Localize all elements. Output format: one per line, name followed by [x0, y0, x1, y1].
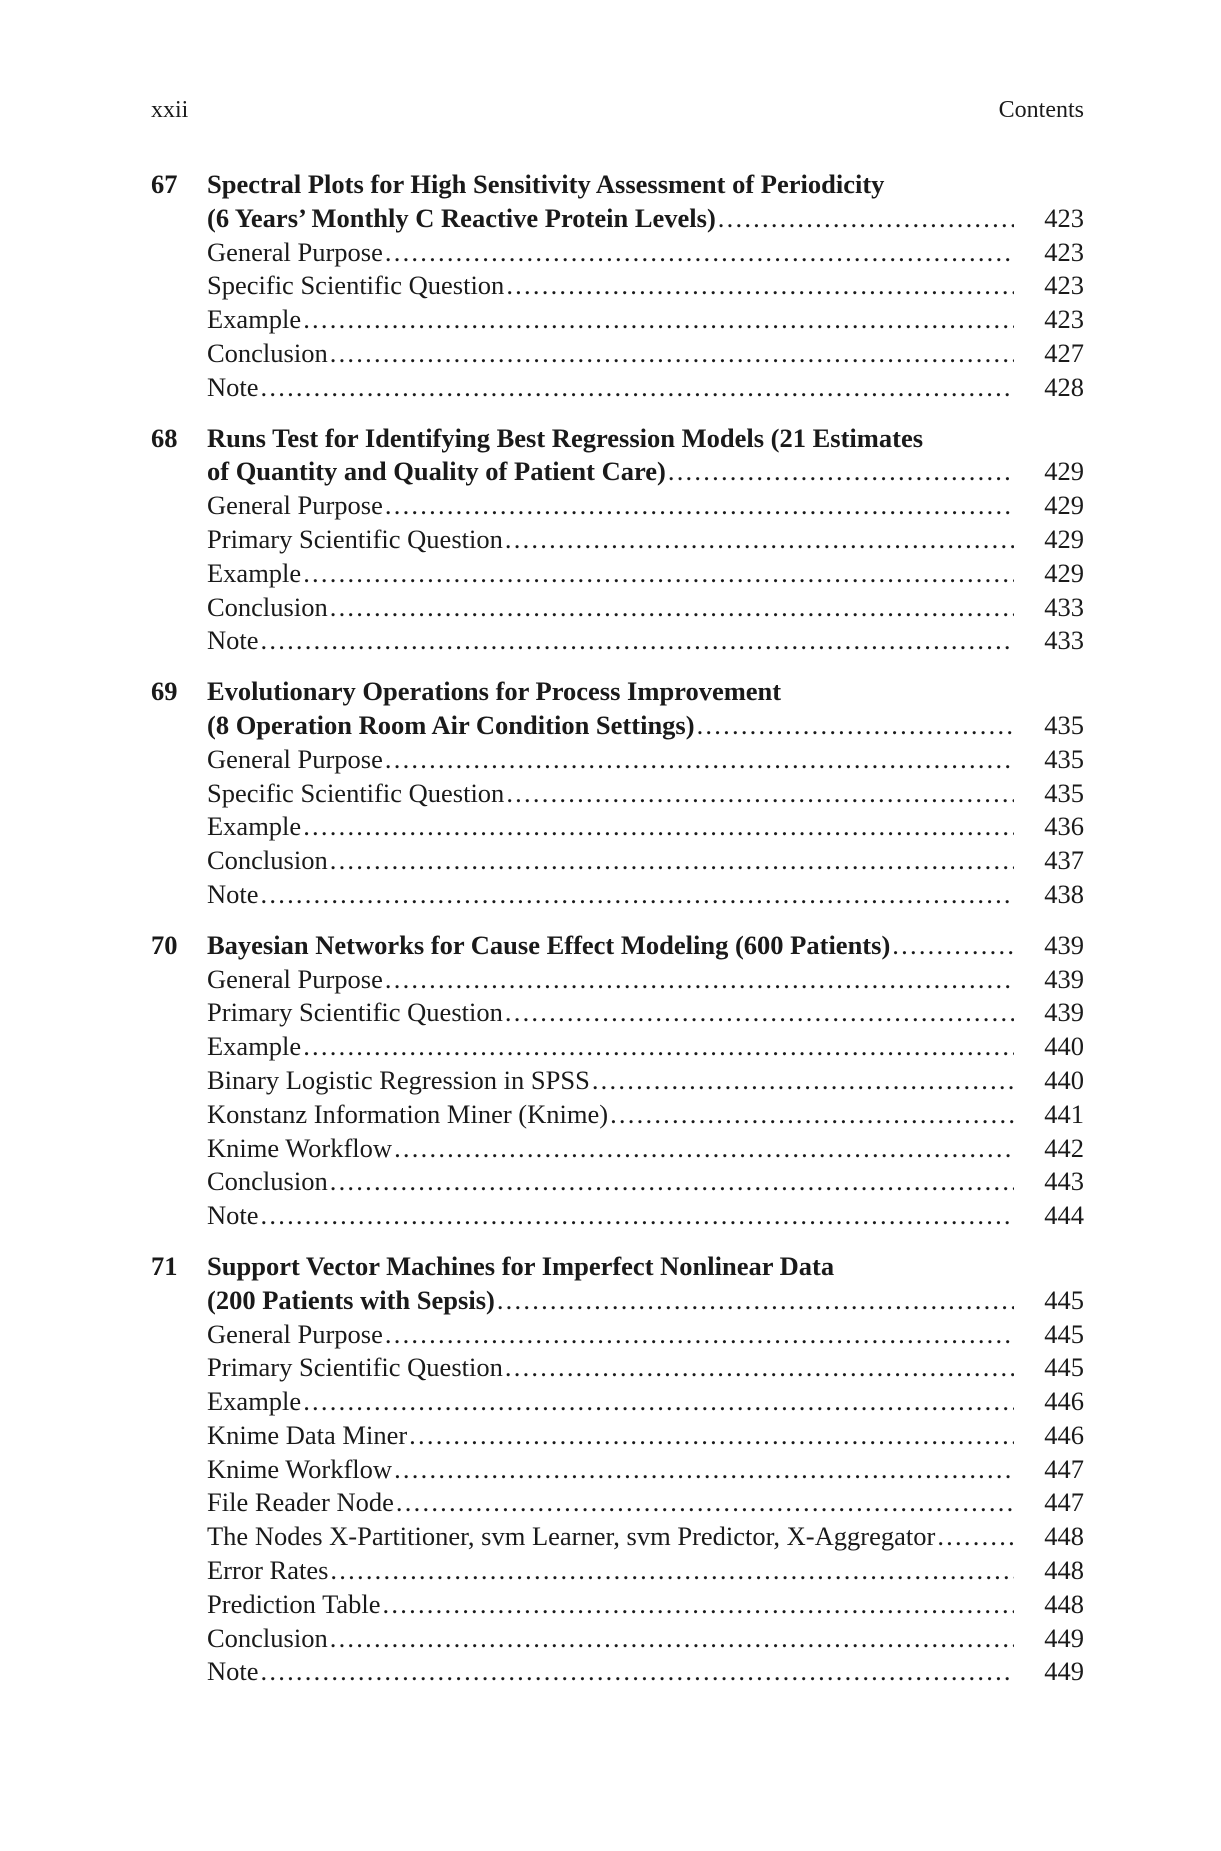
chapter-title[interactable]: of Quantity and Quality of Patient Care): [207, 456, 666, 487]
section-title[interactable]: Note: [207, 371, 259, 402]
section-title[interactable]: Example: [207, 1386, 302, 1417]
dot-leader: [303, 557, 1014, 591]
toc-section-row: [151, 523, 1084, 557]
running-head: [151, 96, 1084, 124]
chapter-title[interactable]: (6 Years’ Monthly C Reactive Protein Levels): [207, 202, 716, 233]
section-title[interactable]: Note: [207, 878, 259, 909]
toc-chapter: [151, 422, 1084, 659]
toc-section-row: [151, 371, 1084, 405]
chapter-title[interactable]: (8 Operation Room Air Condition Settings): [207, 709, 695, 740]
chapter-number: 71: [151, 1250, 178, 1281]
chapter-page-number: 423: [1044, 202, 1084, 233]
section-page-number: 429: [1044, 557, 1084, 588]
chapter-title-row: [151, 709, 1084, 743]
section-page-number: 442: [1044, 1132, 1084, 1163]
section-title[interactable]: Note: [207, 1656, 259, 1687]
toc-section-row: [151, 269, 1084, 303]
section-title[interactable]: Example: [207, 1031, 302, 1062]
toc-section-row: [151, 236, 1084, 270]
section-page-number: 449: [1044, 1656, 1084, 1687]
section-title[interactable]: Binary Logistic Regression in SPSS: [207, 1064, 590, 1095]
dot-leader: [261, 1199, 1014, 1233]
chapter-page-number: 435: [1044, 709, 1084, 740]
section-page-number: 443: [1044, 1166, 1084, 1197]
dot-leader: [261, 624, 1014, 658]
section-page-number: 448: [1044, 1588, 1084, 1619]
dot-leader: [505, 523, 1014, 557]
dot-leader: [668, 455, 1014, 489]
toc-section-row: [151, 1655, 1084, 1689]
toc-section-row: [151, 1486, 1084, 1520]
section-page-number: 437: [1044, 845, 1084, 876]
section-page-number: 429: [1044, 523, 1084, 554]
section-title[interactable]: Conclusion: [207, 845, 328, 876]
dot-leader: [261, 1655, 1014, 1689]
section-page-number: 433: [1044, 625, 1084, 656]
dot-leader: [409, 1419, 1014, 1453]
section-page-number: 428: [1044, 371, 1084, 402]
chapter-title-row: [151, 675, 1084, 709]
section-page-number: 449: [1044, 1622, 1084, 1653]
section-page-number: 440: [1044, 1031, 1084, 1062]
chapter-title[interactable]: (200 Patients with Sepsis): [207, 1284, 495, 1315]
section-page-number: 441: [1044, 1098, 1084, 1129]
chapter-title[interactable]: Evolutionary Operations for Process Improvement: [207, 676, 782, 707]
dot-leader: [697, 709, 1014, 743]
dot-leader: [394, 1132, 1014, 1166]
dot-leader: [330, 844, 1014, 878]
dot-leader: [718, 202, 1014, 236]
dot-leader: [396, 1486, 1014, 1520]
section-page-number: 447: [1044, 1487, 1084, 1518]
toc-section-row: [151, 1520, 1084, 1554]
chapter-title-row: [151, 1284, 1084, 1318]
section-title[interactable]: Specific Scientific Question: [207, 777, 505, 808]
section-title[interactable]: File Reader Node: [207, 1487, 394, 1518]
toc-chapter: [151, 1250, 1084, 1689]
chapter-title[interactable]: Bayesian Networks for Cause Effect Modeling (600 Patients): [207, 929, 891, 960]
section-title[interactable]: General Purpose: [207, 743, 383, 774]
section-page-number: 435: [1044, 777, 1084, 808]
section-title[interactable]: Example: [207, 557, 302, 588]
chapter-page-number: 445: [1044, 1284, 1084, 1315]
chapter-page-number: 429: [1044, 456, 1084, 487]
section-page-number: 448: [1044, 1555, 1084, 1586]
toc-section-row: [151, 1588, 1084, 1622]
dot-leader: [505, 1351, 1014, 1385]
section-title[interactable]: General Purpose: [207, 963, 383, 994]
section-page-number: 446: [1044, 1419, 1084, 1450]
section-title[interactable]: Primary Scientific Question: [207, 1352, 503, 1383]
section-title[interactable]: Knime Data Miner: [207, 1419, 408, 1450]
section-title[interactable]: Note: [207, 1200, 259, 1231]
chapter-title[interactable]: Spectral Plots for High Sensitivity Assessment of Periodicity: [207, 169, 885, 199]
section-title[interactable]: Specific Scientific Question: [207, 270, 505, 301]
chapter-title[interactable]: Runs Test for Identifying Best Regression Models (21 Estimates: [207, 422, 924, 453]
section-title[interactable]: Knime Workflow: [207, 1453, 393, 1484]
toc-chapter: [151, 168, 1084, 405]
section-title[interactable]: Note: [207, 625, 259, 656]
chapter-number: 67: [151, 169, 178, 199]
section-page-number: 440: [1044, 1064, 1084, 1095]
section-page-number: 447: [1044, 1453, 1084, 1484]
section-title[interactable]: Konstanz Information Miner (Knime): [207, 1098, 609, 1129]
running-title: Contents: [998, 97, 1084, 123]
toc-section-row: [151, 557, 1084, 591]
dot-leader: [330, 591, 1014, 625]
dot-leader: [385, 963, 1014, 997]
section-title[interactable]: Error Rates: [207, 1555, 329, 1586]
section-title[interactable]: Primary Scientific Question: [207, 523, 503, 554]
section-title[interactable]: Conclusion: [207, 1166, 328, 1197]
section-title[interactable]: Example: [207, 811, 302, 842]
toc-chapter: [151, 675, 1084, 912]
section-page-number: 427: [1044, 337, 1084, 368]
toc-section-row: [151, 1132, 1084, 1166]
toc-section-row: [151, 996, 1084, 1030]
toc-section-row: [151, 337, 1084, 371]
dot-leader: [330, 337, 1014, 371]
dot-leader: [303, 1385, 1014, 1419]
dot-leader: [261, 371, 1014, 405]
dot-leader: [385, 743, 1014, 777]
section-page-number: 436: [1044, 811, 1084, 842]
section-page-number: 446: [1044, 1386, 1084, 1417]
dot-leader: [610, 1098, 1014, 1132]
dot-leader: [385, 236, 1014, 270]
toc-section-row: [151, 1165, 1084, 1199]
section-page-number: 445: [1044, 1352, 1084, 1383]
chapter-title-row: [151, 202, 1084, 236]
section-title[interactable]: Primary Scientific Question: [207, 997, 503, 1028]
toc-section-row: [151, 1351, 1084, 1385]
toc-section-row: [151, 1419, 1084, 1453]
section-title[interactable]: General Purpose: [207, 490, 383, 521]
chapter-page-number: 439: [1044, 929, 1084, 960]
dot-leader: [330, 1165, 1014, 1199]
section-page-number: 439: [1044, 963, 1084, 994]
section-title[interactable]: Conclusion: [207, 337, 328, 368]
dot-leader: [261, 878, 1014, 912]
dot-leader: [303, 810, 1014, 844]
chapter-number: 70: [151, 929, 178, 960]
section-title[interactable]: Conclusion: [207, 591, 328, 622]
section-page-number: 439: [1044, 997, 1084, 1028]
chapter-title-row: [151, 422, 1084, 456]
dot-leader: [506, 777, 1014, 811]
section-page-number: 448: [1044, 1521, 1084, 1552]
dot-leader: [892, 929, 1014, 963]
toc-section-row: [151, 1622, 1084, 1656]
toc-section-row: [151, 1030, 1084, 1064]
dot-leader: [303, 303, 1014, 337]
dot-leader: [330, 1622, 1014, 1656]
toc-section-row: [151, 1385, 1084, 1419]
toc-section-row: [151, 963, 1084, 997]
section-page-number: 433: [1044, 591, 1084, 622]
chapter-title-row: [151, 455, 1084, 489]
folio: xxii: [151, 97, 189, 123]
chapter-title-row: [151, 1250, 1084, 1284]
toc-section-row: [151, 489, 1084, 523]
toc-section-row: [151, 1064, 1084, 1098]
toc-section-row: [151, 624, 1084, 658]
toc-section-row: [151, 591, 1084, 625]
dot-leader: [394, 1453, 1014, 1487]
toc-section-row: [151, 1318, 1084, 1352]
toc-section-row: [151, 1199, 1084, 1233]
dot-leader: [303, 1030, 1014, 1064]
toc-section-row: [151, 1453, 1084, 1487]
chapter-title[interactable]: Support Vector Machines for Imperfect Nonlinear Data: [207, 1250, 835, 1281]
dot-leader: [592, 1064, 1014, 1098]
toc-section-row: [151, 1554, 1084, 1588]
section-page-number: 435: [1044, 743, 1084, 774]
dot-leader: [385, 489, 1014, 523]
section-title[interactable]: General Purpose: [207, 236, 383, 267]
dot-leader: [497, 1284, 1014, 1318]
dot-leader: [330, 1554, 1014, 1588]
section-page-number: 423: [1044, 304, 1084, 335]
dot-leader: [937, 1520, 1014, 1554]
toc-section-row: [151, 303, 1084, 337]
section-title[interactable]: Example: [207, 304, 302, 335]
chapter-title-row: [151, 929, 1084, 963]
section-title[interactable]: General Purpose: [207, 1318, 383, 1349]
toc-section-row: [151, 878, 1084, 912]
section-page-number: 444: [1044, 1200, 1084, 1231]
section-page-number: 445: [1044, 1318, 1084, 1349]
toc-section-row: [151, 1098, 1084, 1132]
chapter-number: 68: [151, 422, 178, 453]
section-title[interactable]: Prediction Table: [207, 1588, 381, 1619]
dot-leader: [505, 996, 1014, 1030]
dot-leader: [383, 1588, 1014, 1622]
toc-section-row: [151, 810, 1084, 844]
toc-section-row: [151, 844, 1084, 878]
chapter-number: 69: [151, 676, 178, 707]
section-page-number: 429: [1044, 490, 1084, 521]
table-of-contents: [151, 168, 1084, 1706]
toc-section-row: [151, 743, 1084, 777]
section-title[interactable]: The Nodes X-Partitioner, svm Learner, svm Predictor, X-Aggregator: [207, 1521, 936, 1552]
section-title[interactable]: Conclusion: [207, 1622, 328, 1653]
toc-chapter: [151, 929, 1084, 1233]
section-page-number: 423: [1044, 270, 1084, 301]
section-page-number: 423: [1044, 236, 1084, 267]
section-page-number: 438: [1044, 878, 1084, 909]
dot-leader: [385, 1318, 1014, 1352]
chapter-title-row: [151, 168, 1084, 202]
dot-leader: [506, 269, 1014, 303]
section-title[interactable]: Knime Workflow: [207, 1132, 393, 1163]
toc-section-row: [151, 777, 1084, 811]
